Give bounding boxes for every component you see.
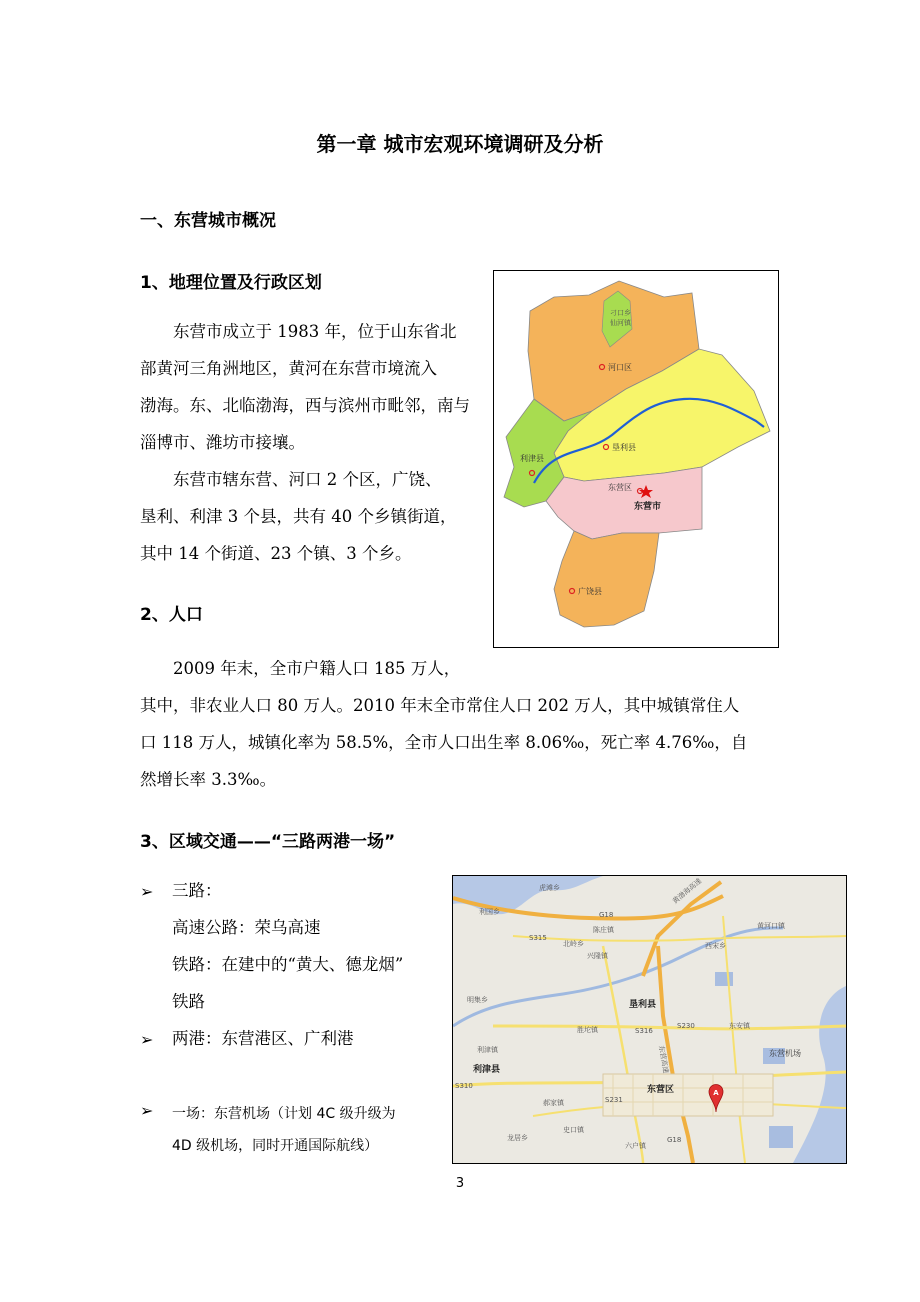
paragraph-location (140, 313, 485, 461)
map2-label: 黄渤海高速 (671, 876, 704, 906)
map2-label: 龙居乡 (507, 1134, 528, 1142)
map2-label: 胜坨镇 (577, 1026, 598, 1034)
map2-label: 利津镇 (477, 1046, 498, 1054)
paragraph-population (140, 650, 780, 798)
map-label-guangrao: 广饶县 (578, 587, 602, 596)
transport-map (452, 875, 847, 1164)
map-label-hekou: 河口区 (608, 363, 632, 372)
text-line: 淄博市、潍坊市接壤。 (140, 433, 305, 452)
map-label-dongying-district: 东营区 (608, 483, 632, 492)
text-railway-cont: 铁路 (172, 992, 205, 1011)
transport-map-graphic (453, 876, 846, 1163)
paragraph-districts (140, 461, 485, 572)
map2-label: 东安镇 (729, 1022, 750, 1030)
map2-label: 西宋乡 (705, 942, 726, 950)
map2-label: 陈庄镇 (593, 926, 614, 934)
map2-label: 利国乡 (479, 908, 500, 916)
map2-label: 兴隆镇 (587, 952, 608, 960)
map2-label: S316 (635, 1027, 653, 1035)
map-label-kenli: 垦利县 (612, 443, 636, 452)
map2-label: 利津县 (473, 1065, 501, 1075)
map2-label: 虎滩乡 (539, 884, 560, 892)
text-line: 然增长率 3.3‰。 (140, 770, 277, 789)
bullet-marker: ➢ (140, 882, 154, 901)
text-line: 口 118 万人，城镇化率为 58.5%，全市人口出生率 8.06‰，死亡率 4.76‰，自 (140, 733, 748, 752)
subheading-location: 1、地理位置及行政区划 (140, 273, 322, 293)
subheading-transport: 3、区域交通——“三路两港一场” (140, 832, 396, 852)
text-line: 东营市成立于 1983 年，位于山东省北 (173, 322, 457, 341)
map2-label: S310 (455, 1082, 473, 1090)
map2-label: 明集乡 (467, 996, 488, 1004)
text-line: 东营市辖东营、河口 2 个区，广饶、 (173, 470, 442, 489)
map2-label: G18 (599, 911, 614, 919)
page-number: 3 (455, 1176, 465, 1191)
map2-label: 六户镇 (625, 1142, 646, 1150)
map2-label: 黄河口镇 (757, 922, 785, 930)
bullet-roads: 三路： (172, 881, 222, 900)
text-line: 2009 年末，全市户籍人口 185 万人， (173, 659, 461, 678)
text-railway: 铁路：在建中的“黄大、德龙烟” (172, 955, 404, 974)
map-label-diaokou: 刁口乡 (610, 309, 631, 317)
bullet-ports: 两港：东营港区、广利港 (172, 1029, 354, 1048)
text-airport-line1: 一场：东营机场（计划 4C 级升级为 (172, 1106, 396, 1122)
map2-label: 郝家镇 (543, 1099, 564, 1107)
subheading-population: 2、人口 (140, 605, 203, 625)
text-line: 渤海。东、北临渤海，西与滨州市毗邻，南与 (140, 396, 470, 415)
map2-label-airport: 东营机场 (769, 1049, 801, 1058)
map2-label: 东营区 (647, 1085, 675, 1095)
text-highway: 高速公路：荣乌高速 (172, 918, 321, 937)
map2-label: S230 (677, 1022, 695, 1030)
map2-label: G18 (667, 1136, 682, 1144)
map-label-dongying-city: 东营市 (634, 502, 662, 512)
map-label-lijin: 利津县 (520, 454, 544, 463)
text-airport-line2: 4D 级机场，同时开通国际航线） (172, 1138, 379, 1154)
text-line: 其中，非农业人口 80 万人。2010 年末全市常住人口 202 万人，其中城镇常住人 (140, 696, 740, 715)
map-marker-label: A (713, 1089, 719, 1097)
map2-label: S315 (529, 934, 547, 942)
bullet-marker: ➢ (140, 1101, 154, 1120)
map2-label: S231 (605, 1096, 623, 1104)
page-title: 第一章 城市宏观环境调研及分析 (316, 132, 604, 156)
text-line: 其中 14 个街道、23 个镇、3 个乡。 (140, 544, 412, 563)
bullet-marker: ➢ (140, 1030, 154, 1049)
text-line: 垦利、利津 3 个县，共有 40 个乡镇街道， (140, 507, 457, 526)
section-heading-overview: 一、东营城市概况 (140, 211, 276, 231)
administrative-map (493, 270, 779, 648)
text-line: 部黄河三角洲地区，黄河在东营市境流入 (140, 359, 437, 378)
map2-label: 史口镇 (563, 1126, 584, 1134)
map2-label: 北岭乡 (563, 940, 584, 948)
map-label-xianhe: 仙河镇 (610, 319, 631, 327)
map2-label: 东营高速 (657, 1044, 670, 1074)
map2-label: 垦利县 (629, 1000, 657, 1010)
administrative-map-graphic (494, 271, 778, 647)
bullet-airport (172, 1098, 396, 1162)
